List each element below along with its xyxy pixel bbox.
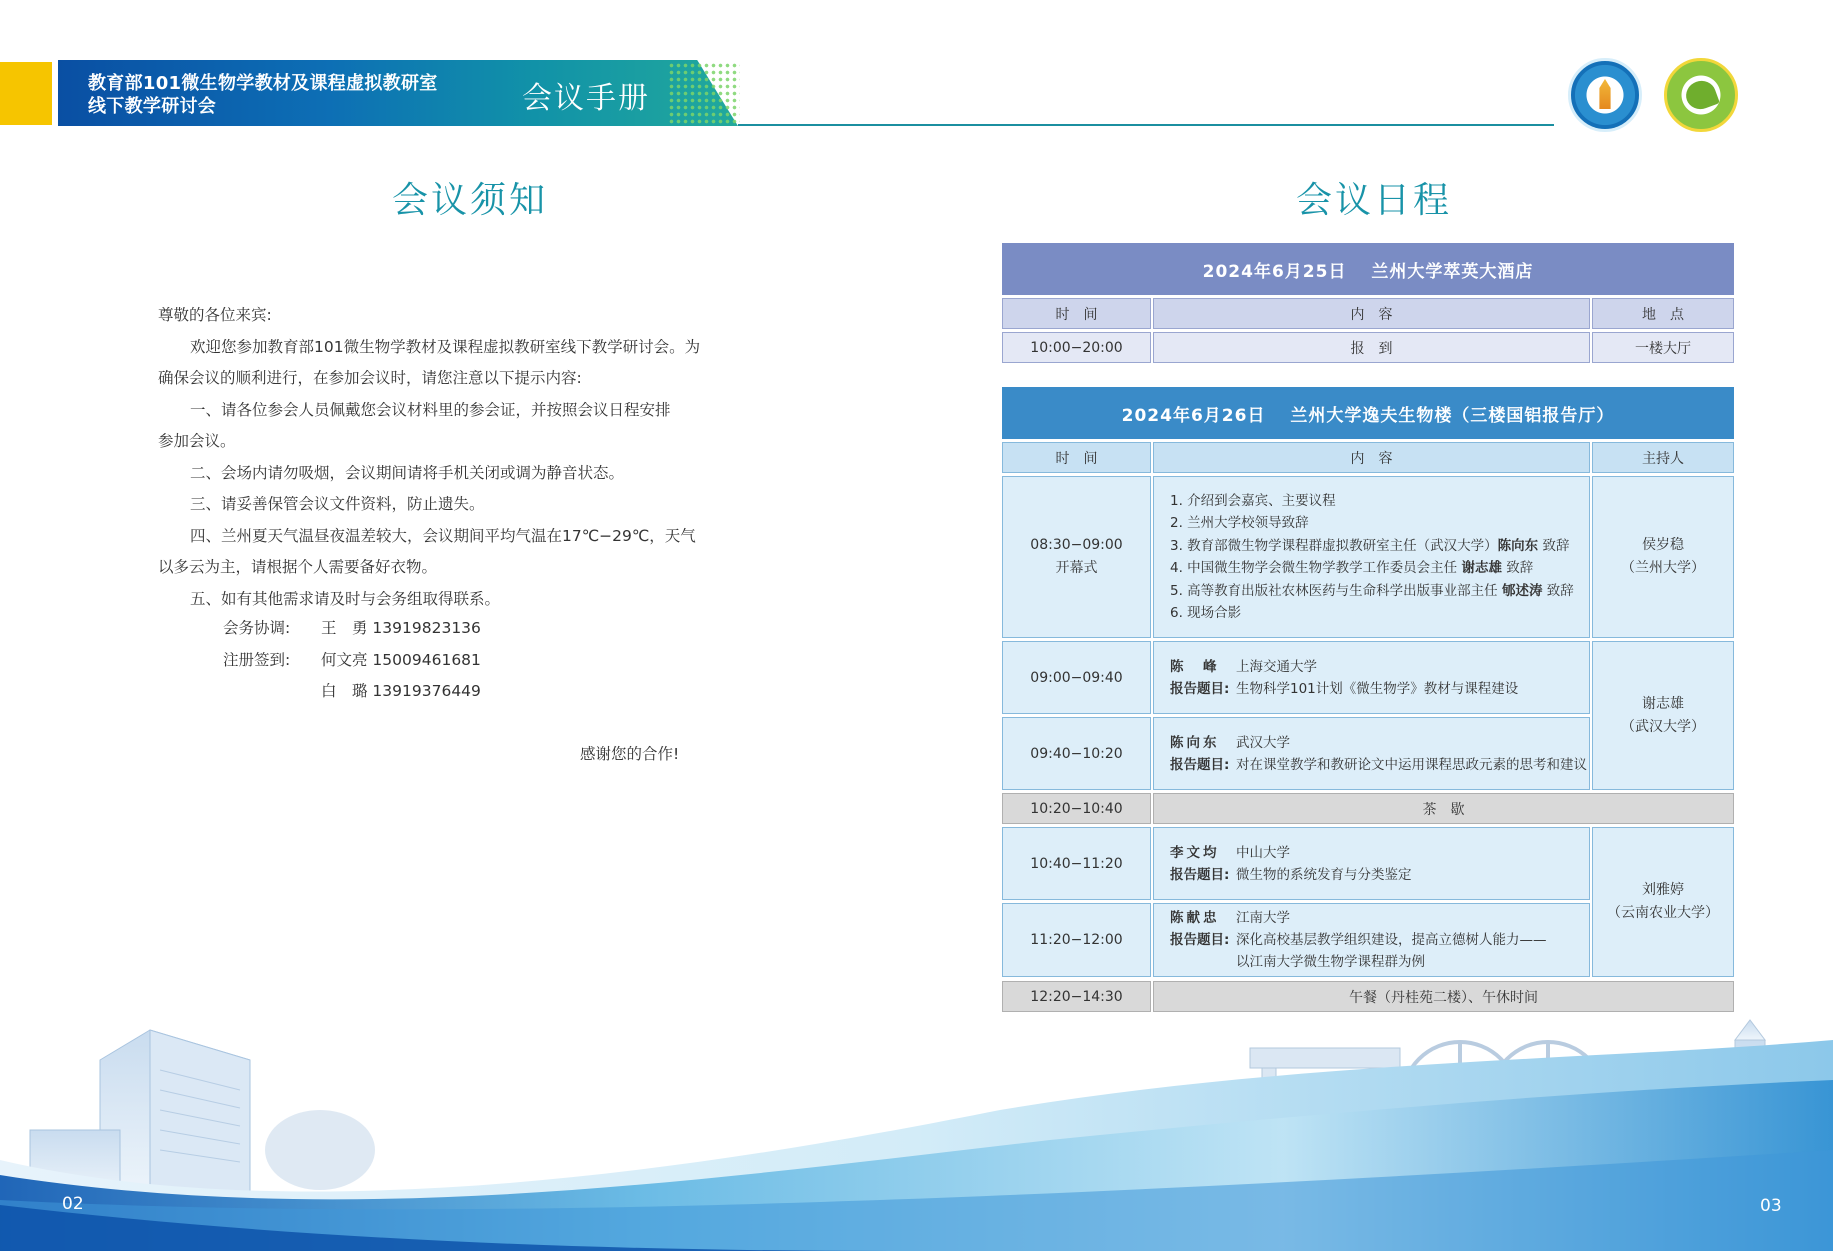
report-label: 报告题目:: [1170, 680, 1230, 697]
speaker-affiliation: 江南大学: [1236, 910, 1290, 926]
contact-label: 会务协调:: [223, 619, 291, 637]
talk3-time: 10:40−11:20: [1002, 827, 1151, 900]
lunch-time: 12:20−14:30: [1002, 981, 1151, 1012]
day2-col-host: 主持人: [1592, 442, 1734, 473]
contact-label: [223, 676, 321, 708]
speaker-name: 陈献忠: [1170, 910, 1220, 926]
talk3-details: [1170, 842, 1412, 886]
header-rule: [738, 124, 1554, 126]
contact-list: [223, 613, 481, 708]
report-label: 报告题目:: [1170, 932, 1230, 948]
agenda-item: 5. 高等教育出版社农林医药与生命科学出版事业部主任 郇述涛 致辞: [1170, 582, 1574, 599]
organization-title: [88, 72, 438, 118]
speaker-affiliation: 中山大学: [1236, 844, 1290, 861]
notice-intro-line2: 确保会议的顺利进行，在参加会议时，请您注意以下提示内容:: [158, 369, 582, 387]
header-dot-pattern: [668, 62, 740, 124]
notice-body: [158, 300, 728, 615]
host-name: 谢志雄: [1642, 695, 1684, 712]
day2-col-content: 内 容: [1153, 442, 1590, 473]
notice-item-1: 一、请各位参会人员佩戴您会议材料里的参会证，并按照会议日程安排: [190, 400, 671, 419]
host-org: （兰州大学）: [1621, 560, 1705, 576]
tea-break-time: 10:20−10:40: [1002, 793, 1151, 824]
talk1-details: [1170, 656, 1518, 700]
contact-value: 何文亮 15009461681: [321, 650, 481, 669]
speaker-affiliation: 上海交通大学: [1236, 658, 1317, 675]
day1-time: 10:00−20:00: [1002, 332, 1151, 363]
report-title-cont: 以江南大学微生物学课程群为例: [1236, 954, 1425, 970]
day1-col-time: 时 间: [1002, 298, 1151, 329]
agenda-person: 陈向东: [1497, 537, 1539, 554]
day2-header: 2024年6月26日 兰州大学逸夫生物楼（三楼国铝报告厅）: [1002, 387, 1734, 439]
speaker-name: 李文均: [1170, 844, 1220, 861]
contact-value: 白 璐 13919376449: [321, 682, 481, 700]
notice-item-4-cont: 以多云为主，请根据个人需要备好衣物。: [158, 558, 438, 576]
notice-title: 会议须知: [392, 180, 549, 221]
report-label: 报告题目:: [1170, 756, 1230, 773]
talk4-time: 11:20−12:00: [1002, 903, 1151, 977]
contact-row: [223, 613, 481, 645]
report-title: 生物科学101计划《微生物学》教材与课程建设: [1236, 680, 1519, 697]
org-title-line1: 教育部101微生物学教材及课程虚拟教研室: [88, 73, 438, 94]
notice-item-4: 四、兰州夏天气温昼夜温差较大，会议期间平均气温在17℃−29℃，天气: [190, 526, 696, 545]
contact-value: 王 勇 13919823136: [321, 619, 481, 637]
report-title: 深化高校基层教学组织建设，提高立德树人能力——: [1236, 932, 1547, 948]
opening-host-cell: [1592, 476, 1734, 638]
notice-item-2: 二、会场内请勿吸烟，会议期间请将手机关闭或调为静音状态。: [190, 463, 625, 482]
footer-illustration: [0, 1000, 1833, 1251]
contact-row: [223, 645, 481, 677]
header-accent-block: [0, 62, 52, 125]
report-title: 对在课堂教学和教研论文中运用课程思政元素的思考和建议: [1236, 756, 1587, 773]
host-name: 侯岁稳: [1642, 537, 1684, 553]
agenda-item: 2. 兰州大学校领导致辞: [1170, 515, 1309, 531]
host3-cell: [1592, 827, 1734, 977]
day1-place: 一楼大厅: [1592, 332, 1734, 363]
day1-content: 报 到: [1153, 332, 1590, 363]
talk4-cell: [1153, 903, 1590, 977]
page-number-left: 02: [62, 1194, 84, 1214]
agenda-item: 6. 现场合影: [1170, 605, 1242, 621]
talk1-time: 09:00−09:40: [1002, 641, 1151, 714]
day1-header: 2024年6月25日 兰州大学萃英大酒店: [1002, 243, 1734, 295]
teaching-office-logo-icon: [1568, 58, 1642, 132]
opening-label: 开幕式: [1055, 560, 1098, 576]
sculpture-icon: [265, 1110, 375, 1190]
org-title-line2: 线下教学研讨会: [88, 96, 217, 117]
day2-col-time: 时 间: [1002, 442, 1151, 473]
speaker-name: 陈向东: [1170, 734, 1220, 751]
talk2-details: [1170, 732, 1587, 776]
notice-intro-line1: 欢迎您参加教育部101微生物学教材及课程虚拟教研室线下教学研讨会。为: [190, 337, 701, 356]
tea-break-label: 茶 歇: [1153, 793, 1734, 824]
notice-item-3: 三、请妥善保管会议文件资料，防止遗失。: [190, 495, 485, 513]
talk4-details: [1170, 907, 1547, 973]
contact-label: 注册签到:: [223, 650, 291, 669]
notice-item-5: 五、如有其他需求请及时与会务组取得联系。: [190, 589, 501, 608]
day1-col-place: 地 点: [1592, 298, 1734, 329]
handbook-title: 会议手册: [522, 81, 650, 116]
day1-col-content: 内 容: [1153, 298, 1590, 329]
report-label: 报告题目:: [1170, 866, 1230, 883]
talk2-time: 09:40−10:20: [1002, 717, 1151, 790]
opening-time: 08:30−09:00: [1030, 537, 1123, 553]
speaker-affiliation: 武汉大学: [1236, 734, 1290, 751]
contact-row: [223, 676, 481, 708]
agenda-item: 1. 介绍到会嘉宾、主要议程: [1170, 492, 1336, 509]
report-title: 微生物的系统发育与分类鉴定: [1236, 866, 1412, 883]
agenda-person: 谢志雄: [1461, 560, 1502, 576]
opening-agenda: [1170, 490, 1574, 625]
talk1-cell: [1153, 641, 1590, 714]
thanks-note: 感谢您的合作!: [580, 745, 680, 763]
agenda-item: 3. 教育部微生物学课程群虚拟教研室主任（武汉大学）陈向东 致辞: [1170, 537, 1570, 554]
speaker-name: 陈 峰: [1170, 658, 1220, 675]
talk2-cell: [1153, 717, 1590, 790]
schedule-title: 会议日程: [1296, 180, 1453, 221]
opening-agenda-cell: [1153, 476, 1590, 638]
page-number-right: 03: [1760, 1196, 1782, 1216]
host-name: 刘雅婷: [1642, 882, 1684, 898]
lunch-label: 午餐（丹桂苑二楼）、午休时间: [1153, 981, 1734, 1012]
opening-time-cell: [1002, 476, 1151, 638]
talk3-cell: [1153, 827, 1590, 900]
agenda-person: 郇述涛: [1501, 582, 1543, 599]
notice-item-1-cont: 参加会议。: [158, 432, 236, 450]
life-sciences-school-logo-icon: [1664, 58, 1738, 132]
host-org: （云南农业大学）: [1607, 905, 1719, 921]
host2-cell: [1592, 641, 1734, 790]
host-org: （武汉大学）: [1621, 718, 1705, 735]
notice-greeting: 尊敬的各位来宾:: [158, 306, 272, 324]
agenda-item: 4. 中国微生物学会微生物学教学工作委员会主任 谢志雄 致辞: [1170, 560, 1534, 576]
